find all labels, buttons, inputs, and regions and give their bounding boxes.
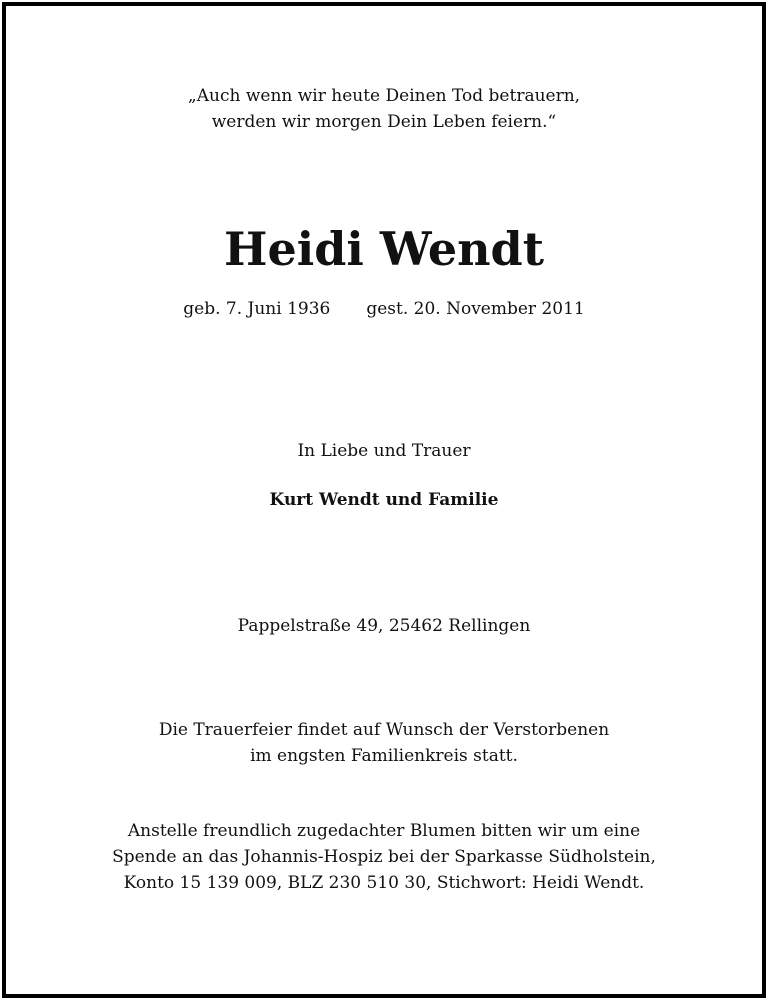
quote-line-1: „Auch wenn wir heute Deinen Tod betrauern, [187,86,581,106]
memorial-quote [6,83,762,135]
death-date: gest. 20. November 2011 [366,299,585,319]
donation-line-3: Konto 15 139 009, BLZ 230 510 30, Stichwort: Heidi Wendt. [123,873,645,893]
life-dates [6,296,762,322]
mourning-phrase: In Liebe und Trauer [297,441,471,461]
ceremony-line-2: im engsten Familienkreis statt. [250,746,518,766]
family-address: Pappelstraße 49, 25462 Rellingen [237,616,531,636]
birth-date: geb. 7. Juni 1936 [183,299,331,319]
ceremony-note [6,717,762,769]
donation-line-2: Spende an das Johannis-Hospiz bei der Sparkasse Südholstein, [112,847,656,867]
donation-line-1: Anstelle freundlich zugedachter Blumen bitten wir um eine [127,821,641,841]
deceased-name: Heidi Wendt [224,222,544,276]
obituary-notice [2,2,766,998]
quote-line-2: werden wir morgen Dein Leben feiern.“ [211,112,557,132]
ceremony-line-1: Die Trauerfeier findet auf Wunsch der Verstorbenen [158,720,610,740]
mourning-family: Kurt Wendt und Familie [269,490,499,510]
donation-note [6,818,762,896]
